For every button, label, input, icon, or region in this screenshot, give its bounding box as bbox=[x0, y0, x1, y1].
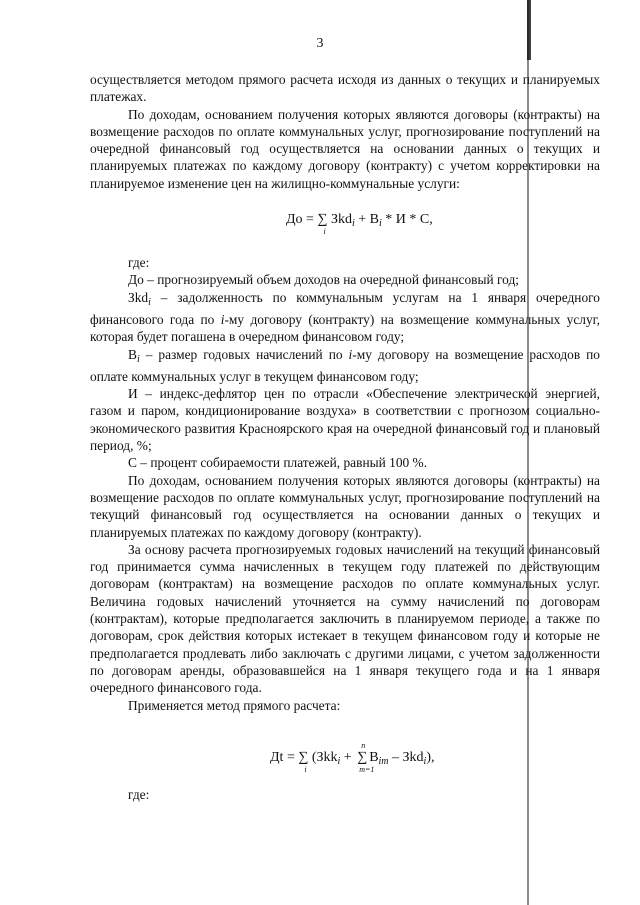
definition: Дo – прогнозируемый объем доходов на очередной финансовый год; bbox=[128, 272, 519, 288]
paragraph: Применяется метод прямого расчета: bbox=[128, 697, 341, 713]
formula-sub: i bbox=[378, 218, 382, 230]
definition: $В_i$ – размер годовых начислений по i-му договору на возмещение расходов по оплате коммунальных услуг в текущем финансовом году; bbox=[90, 346, 600, 384]
formula-sub: i bbox=[337, 755, 341, 767]
inner-sum-symbol: n ∑ m=1 bbox=[357, 740, 375, 774]
label-where: где: bbox=[128, 786, 150, 802]
formula-term: Зkd bbox=[330, 212, 352, 228]
label-where: где: bbox=[128, 255, 150, 271]
formula-term: + В bbox=[354, 212, 379, 228]
formula-term: ), bbox=[426, 749, 435, 765]
formula-term: (Зkk bbox=[311, 749, 338, 765]
formula-sub: im bbox=[378, 755, 389, 767]
paragraph: По доходам, основанием получения которых являются договоры (контракты) на возмещение расходов по оплате коммунальных услуг, прогнозирование поступлений на текущий финансовый год осуществляется на основании данных о текущих и планируемых платежах по каждому договору (контракту). bbox=[90, 472, 600, 540]
formula-lhs: Дo = bbox=[286, 212, 314, 228]
formula-dt bbox=[90, 714, 600, 786]
formula-term: + bbox=[340, 749, 356, 765]
definition: С – процент собираемости платежей, равный 100 %. bbox=[128, 455, 428, 471]
definition: И – индекс-дефлятор цен по отрасли «Обеспечение электрической энергией, газом и паром, кондиционирование воздуха» в соответствии с прогнозом социально-экономического развития Красноярского края на очередной финансовый год и плановый период, %; bbox=[90, 386, 600, 454]
definition: Зkd$_i$ – задолженность по коммунальным услугам на 1 января очередного финансового года по i-му договору (контракту) на возмещение коммунальных услуг, которая будет погашена в очередном финансовом году; bbox=[90, 289, 600, 345]
paragraph: осуществляется методом прямого расчета исходя из данных о текущих и планируемых платежах. bbox=[90, 72, 600, 105]
formula-term: В bbox=[369, 749, 379, 765]
formula-sub: i bbox=[423, 755, 427, 767]
page-number: 3 bbox=[316, 36, 324, 51]
paragraph: По доходам, основанием получения которых являются договоры (контракты) на возмещение расходов по оплате коммунальных услуг, прогнозирование поступлений на очередной финансовый год осуществляется на основании данных о текущих и планируемых платежах по каждому договору (контракту) с учетом корректировки на планируемое изменение цен на жилищно-коммунальные услуги: bbox=[90, 106, 600, 191]
paragraph: За основу расчета прогнозируемых годовых начислений на текущий финансовый год принимается сумма начисленных в текущем году платежей по действующим договорам (контрактам) на возмещение расходов по оплате коммунальных услуг. Величина годовых начислений уточняется на сумму начислений по договорам (контрактам), которые предполагается заключить в планируемом периоде, а также по договорам, срок действия которых истекает в текущем финансовом году и которые не предполагается продлевать либо заключать с другими лицами, с учетом задолженности по договорам аренды, образовавшейся на 1 января текущего года и на 1 января очередного финансового года. bbox=[90, 541, 600, 696]
document-body bbox=[90, 71, 600, 803]
sum-symbol: ∑ i bbox=[298, 749, 309, 774]
formula-term: – Зkd bbox=[388, 749, 424, 765]
formula-term: * И * С, bbox=[381, 212, 433, 228]
formula-lhs: Дt = bbox=[270, 749, 295, 765]
formula-sub: i bbox=[351, 218, 355, 230]
formula-do bbox=[90, 192, 600, 250]
sum-symbol: ∑ i bbox=[317, 212, 328, 237]
